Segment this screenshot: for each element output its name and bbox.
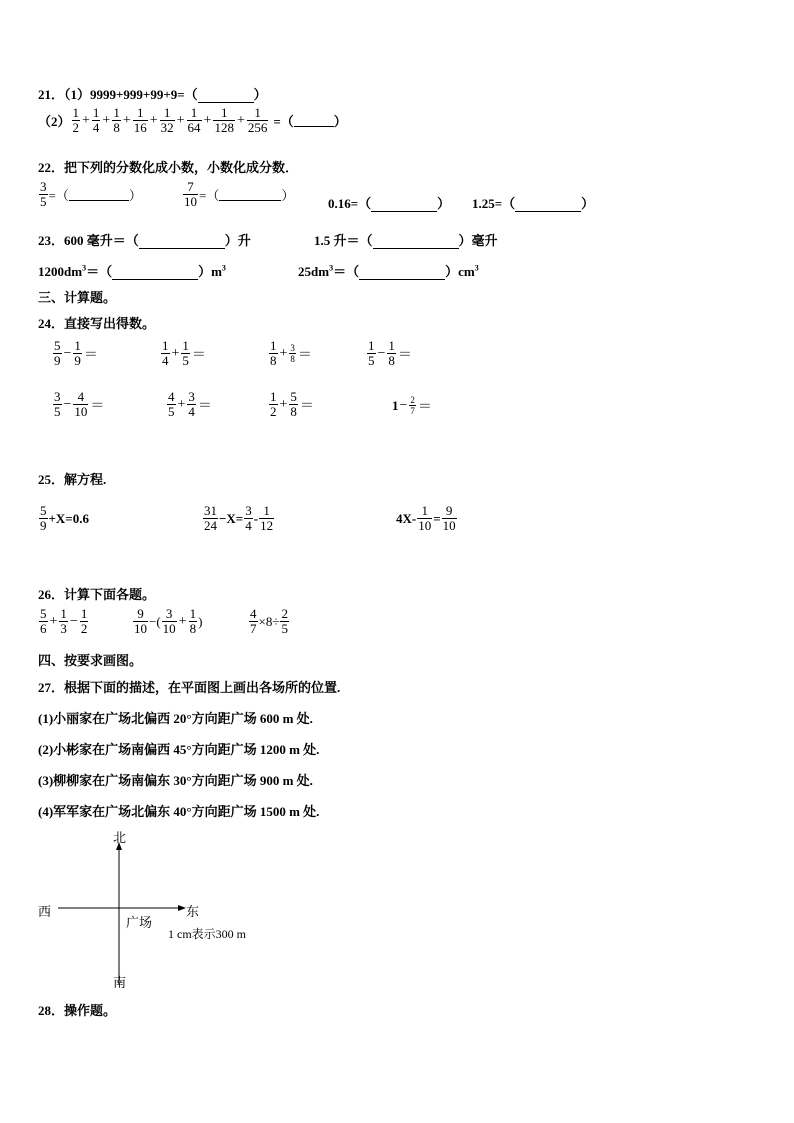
q22-item2: 7 10 =（ ） [184,179,295,209]
plaza-label: 广场 [126,915,153,930]
operator: + [149,112,158,128]
fraction: 1 4 [92,105,100,135]
operator: + [82,112,90,128]
fraction: 1 8 [388,338,395,368]
operator: + [176,112,185,128]
operator: ＝ [297,347,312,363]
q23-item2: 1.5 升＝（ ）毫升 [314,233,498,248]
fraction: 3 4 [188,389,195,419]
fraction: 1 5 [368,338,375,368]
operator: + [102,112,111,128]
operator: − [63,345,72,361]
east-arrowhead [178,905,186,911]
fraction: 3 5 [54,389,61,419]
operator: + [279,396,288,412]
q25-eq1: 5 9 +X=0.6 [40,503,89,533]
q27-item2: (2)小彬家在广场南偏西 45°方向距广场 1200 m 处. [38,742,320,757]
fraction: 1 5 [182,338,189,368]
fraction: 3 8 [290,343,295,364]
q22-title: 22．把下列的分数化成小数，小数化成分数． [38,160,299,175]
q28-title: 28．操作题。 [38,1003,117,1018]
q22-item4: 1.25=（ ） [472,196,595,211]
operator: ＝ [299,398,314,414]
q22-item1: 3 5 =（ ） [40,179,142,209]
west-label: 西 [38,904,52,919]
fraction: 1 9 [74,338,81,368]
fraction: 1 64 [187,105,201,135]
q26-expr2: 9 10 −( 3 10 + 1 8 ) [134,606,203,636]
q23-item1: 23．600 毫升＝（ ）升 [38,233,251,248]
operator: + [236,112,245,128]
q27-title: 27．根据下面的描述，在平面图上画出各场所的位置. [38,680,341,695]
q27-item3: (3)柳柳家在广场南偏东 30°方向距广场 900 m 处. [38,773,313,788]
south-label: 南 [113,975,127,990]
fraction: 1 2 [270,389,277,419]
q23-item4: $25dm^3=$（ ）$cm^3$ [298,263,479,279]
fraction: 1 128 [214,105,234,135]
fraction: 1 4 [162,338,169,368]
operator: ＝ [197,398,212,414]
fraction: 1 8 [113,105,120,135]
operator: + [203,112,212,128]
fraction: 1 16 [133,105,147,135]
q24-title: 24．直接写出得数。 [38,316,156,331]
operator: ＝ [191,347,206,363]
section-4-heading: 四、按要求画图。 [38,653,143,668]
q26-title: 26．计算下面各题。 [38,587,156,602]
fraction: 4 10 [74,389,88,419]
operator: ＝ [83,347,98,363]
q25-eq3: 4X- 1 10 = 9 10 [396,503,456,533]
q23-item3: $1200dm^3=$（ ）$m^3$ [38,263,226,279]
q21-line2: （2） 1 2 + 1 4 + 1 8 + 1 16 + 1 32 + 1 64 + 1 128 + 1 256 =（ ） [38,105,347,135]
q21-line1: 21．（1）9999+999+99+9=（ ） [38,87,267,102]
operator: ＝ [90,398,105,414]
operator: + [279,345,288,361]
operator: − [63,396,72,412]
q26-expr3: 4 7 ×8÷ 2 5 [250,606,288,636]
fraction: 1 256 [247,105,268,135]
section-3-heading: 三、计算题。 [38,290,117,305]
scale-label: 1 cm表示300 m [168,927,246,941]
fraction: 1 32 [160,105,174,135]
q22-item3: 0.16=（ ） [328,196,451,211]
operator: + [171,345,180,361]
operator: + [122,112,131,128]
q25-eq2: 31 24 −X= 3 4 - 1 12 [204,503,274,533]
q26-expr1: 5 6 + 1 3 − 1 2 [40,606,88,636]
east-label: 东 [186,904,200,919]
fraction: 4 5 [168,389,175,419]
fraction: 1 8 [270,338,277,368]
fraction: 5 8 [290,389,297,419]
operator: − [377,345,386,361]
operator: ＝ [397,347,412,363]
q25-title: 25．解方程. [38,472,107,487]
q24-expr8: 1 − 2 7 ＝ [392,395,432,416]
q27-item1: (1)小丽家在广场北偏西 20°方向距广场 600 m 处. [38,711,313,726]
north-label: 北 [113,830,127,845]
operator: + [177,396,186,412]
fraction: 1 2 [72,105,80,135]
q27-item4: (4)军军家在广场北偏东 40°方向距广场 1500 m 处. [38,804,320,819]
fraction: 5 9 [54,338,61,368]
